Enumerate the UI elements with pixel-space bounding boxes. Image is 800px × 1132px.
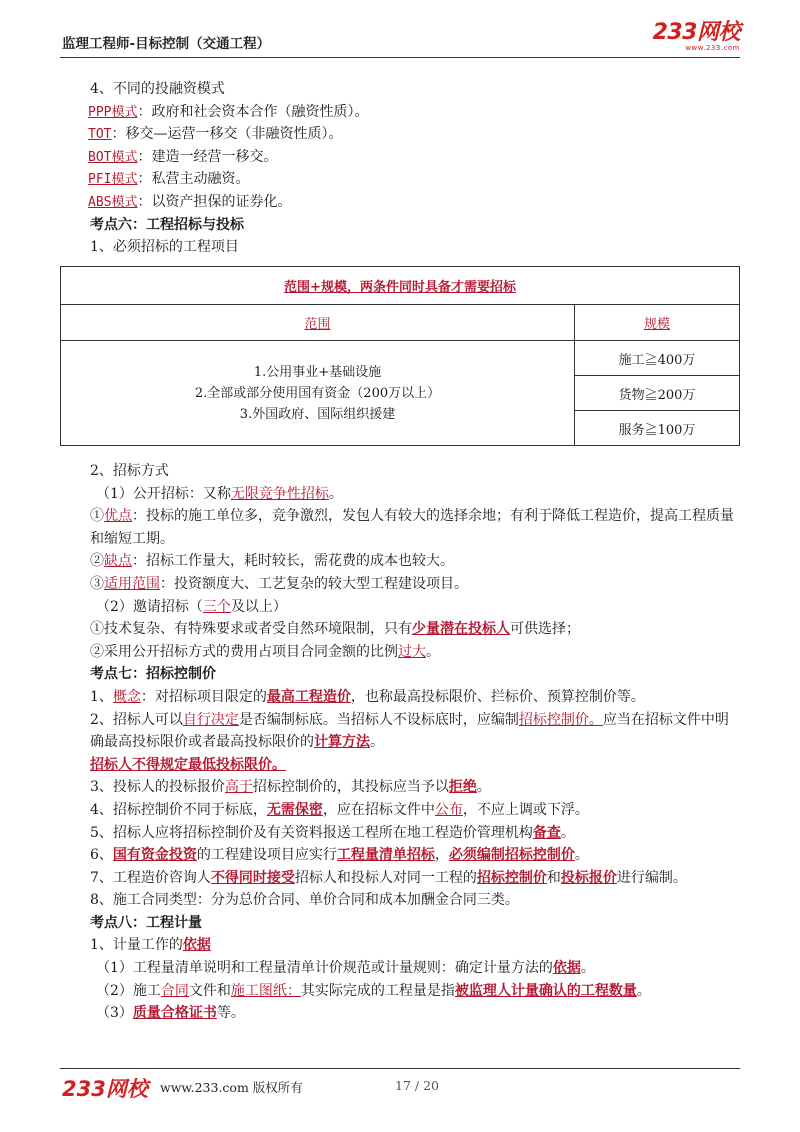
scope-line — [90, 573, 740, 596]
bot-term: BOT模式 — [88, 149, 138, 165]
invite-cond-2 — [90, 641, 740, 664]
l7-d: 招标控制价 — [476, 869, 547, 886]
doc-title: 监理工程师-目标控制（交通工程） — [62, 36, 271, 52]
s1-b: 依据 — [182, 937, 211, 954]
p1-a: （1）工程量清单说明和工程量清单计价规范或计量规则：确定计量方法的 — [96, 960, 553, 977]
l1-c: ：对招标项目限定的 — [140, 688, 267, 705]
ppp-text: ：政府和社会资本合作（融资性质）。 — [137, 103, 369, 120]
l3-c: 招标控制价的，其投标应当予以 — [252, 779, 449, 796]
l7-f: 投标报价 — [560, 869, 617, 886]
l4-d: 公布 — [434, 801, 463, 818]
col-scale-text: 规模 — [643, 317, 670, 332]
p2-a: （2）施工 — [96, 982, 161, 999]
ppp-line — [88, 101, 740, 124]
tot-term: TOT — [88, 127, 112, 143]
l5-a: 5、招标人应将招标控制价及有关资料报送工程所在地工程造价管理机构 — [90, 824, 533, 841]
s1-a: 1、计量工作的 — [90, 937, 183, 954]
scope-a: ③ — [90, 575, 104, 592]
l2-f: 计算方法 — [314, 734, 370, 751]
l6-b: 国有资金投资 — [112, 847, 197, 864]
scope-c: ：投资额度大、工艺复杂的较大型工程建设项目。 — [160, 575, 468, 592]
dis-c: ：招标工作量大，耗时较长，需花费的成本也较大。 — [132, 553, 454, 570]
l6-g: 。 — [574, 847, 589, 864]
pfi-text: ：私营主动融资。 — [137, 171, 250, 188]
col-scope-text: 范围 — [304, 317, 331, 332]
p2-g: 。 — [636, 982, 651, 999]
l2-c: 是否编制标底。当招标人不设标底时，应编制 — [238, 711, 519, 728]
l1-e: ，也称最高投标限价、拦标价、预算控制价等。 — [350, 688, 645, 705]
kd7-l2b — [90, 754, 740, 777]
kd7-l6 — [90, 844, 740, 867]
dis-b: 缺点 — [104, 553, 132, 570]
scope-cell — [61, 341, 575, 446]
l6-f: 必须编制招标控制价 — [448, 847, 575, 864]
table-header — [61, 267, 740, 305]
p3-b: 质量合格证书 — [132, 1005, 217, 1022]
abs-term: ABS模式 — [88, 194, 138, 210]
table-header-text: 范围+规模，两条件同时具备才需要招标 — [284, 280, 516, 295]
page-body-2 — [90, 460, 740, 1025]
l2-e: 应当在招标文件中明确最高投标限价或者最高投标限价的 — [90, 711, 729, 751]
inv-a: （2）邀请招标（ — [96, 598, 203, 615]
disadvantage-line — [90, 550, 740, 573]
l1-d: 最高工程造价 — [266, 688, 351, 705]
l4-a: 4、招标控制价不同于标底， — [90, 801, 267, 818]
l4-c: ，应在招标文件中 — [322, 801, 435, 818]
l6-a: 6、 — [90, 847, 113, 864]
l7-e: 和 — [546, 869, 561, 886]
adv-c: ：投标的施工单位多，竞争激烈，发包人有较大的选择余地；有利于降低工程造价，提高工程质量和缩短工期。 — [90, 508, 734, 547]
l4-b: 无需保密 — [266, 801, 323, 818]
kd8-p3 — [96, 1002, 740, 1025]
kd7-l7 — [90, 867, 740, 890]
l1-a: 1、 — [90, 688, 113, 705]
l6-e: ， — [434, 847, 449, 864]
p2-b: 合同 — [160, 982, 189, 999]
kd7-l1 — [90, 686, 740, 709]
dis-a: ② — [90, 553, 104, 570]
page-number: 17 / 20 — [395, 1078, 439, 1093]
kd7-l5 — [90, 822, 740, 845]
inv2-b: 过大 — [398, 643, 426, 660]
l2-b: 自行决定 — [182, 711, 239, 728]
scope-item: 1.公用事业+基础设施 — [253, 364, 382, 380]
inv1-a: ①技术复杂、有特殊要求或者受自然环境限制，只有 — [90, 621, 412, 638]
page-body — [90, 78, 740, 259]
l5-b: 备查 — [532, 824, 561, 841]
col-scale-header — [575, 305, 740, 341]
kd8-p2 — [96, 980, 740, 1003]
col-scope-header — [61, 305, 575, 341]
adv-a: ① — [90, 508, 104, 525]
abs-line — [88, 191, 740, 214]
scope-b: 适用范围 — [104, 575, 160, 592]
l7-a: 7、工程造价咨询人 — [90, 869, 211, 886]
l3-a: 3、投标人的投标报价 — [90, 779, 225, 796]
p3-c: 等。 — [216, 1005, 245, 1022]
open-b: 无限竞争性招标 — [230, 485, 329, 502]
kd7-l3 — [90, 776, 740, 799]
inv-c: 及以上） — [230, 598, 287, 615]
s2-heading: 2、招标方式 — [90, 463, 169, 479]
sec4-heading: 4、不同的投融资模式 — [90, 81, 225, 97]
scale-item: 施工≧400万 — [575, 341, 740, 376]
l7-g: 进行编制。 — [616, 869, 687, 886]
bot-line — [88, 146, 740, 169]
pfi-line — [88, 168, 740, 191]
inv1-b: 少量潜在投标人 — [412, 621, 510, 638]
l5-c: 。 — [560, 824, 575, 841]
page-footer — [60, 1068, 740, 1101]
scale-item: 服务≧100万 — [575, 411, 740, 446]
open-c: 。 — [328, 485, 343, 502]
adv-b: 优点 — [104, 508, 132, 525]
l7-b: 不得同时接受 — [210, 869, 295, 886]
kd7-l8: 8、施工合同类型：分为总价合同、单价合同和成本加酬金合同三类。 — [90, 892, 519, 909]
p3-a: （3） — [96, 1005, 133, 1022]
p2-c: 文件和 — [188, 982, 231, 999]
kd8-p1 — [96, 957, 740, 980]
open-a: （1）公开招标：又称 — [96, 485, 231, 502]
l7-c: 招标人和投标人对同一工程的 — [294, 869, 477, 886]
p2-e: 其实际完成的工程量是指 — [300, 982, 455, 999]
kd6-heading: 考点六：工程招标与投标 — [90, 216, 244, 233]
kd8-s1 — [90, 934, 740, 957]
l3-e: 。 — [476, 779, 491, 796]
inv1-c: 可供选择； — [510, 621, 580, 638]
tot-line — [88, 123, 740, 146]
l6-d: 工程量清单招标 — [336, 847, 435, 864]
pfi-term: PFI模式 — [88, 172, 138, 188]
open-bid-line — [96, 483, 740, 506]
l3-b: 高于 — [224, 779, 253, 796]
p1-c: 。 — [580, 960, 595, 977]
p2-f: 被监理人计量确认的工程数量 — [454, 982, 637, 999]
ppp-term: PPP模式 — [88, 104, 138, 120]
brand-logo[interactable] — [653, 22, 740, 52]
p1-b: 依据 — [552, 960, 581, 977]
kd7-l2 — [90, 709, 742, 754]
invite-cond-1 — [90, 618, 740, 641]
l4-e: ，不应上调或下浮。 — [462, 801, 589, 818]
abs-text: ：以资产担保的证券化。 — [137, 193, 292, 210]
p2-d: 施工图纸： — [230, 982, 301, 999]
inv2-c: 。 — [426, 643, 440, 660]
kd7-heading: 考点七：招标控制价 — [90, 666, 216, 683]
l2-a: 2、招标人可以 — [90, 711, 183, 728]
invite-bid-line — [96, 596, 740, 619]
kd7-l4 — [90, 799, 740, 822]
footer-logo[interactable]: 233网校 — [62, 1077, 148, 1101]
bot-text: ：建造一经营一移交。 — [137, 148, 278, 165]
inv2-a: ②采用公开招标方式的费用占项目合同金额的比例 — [90, 643, 398, 660]
l6-c: 的工程建设项目应实行 — [196, 847, 337, 864]
l2-g: 。 — [370, 734, 384, 751]
l1-b: 概念 — [112, 688, 141, 705]
tot-text: ：移交—运营一移交（非融资性质）。 — [111, 126, 343, 143]
scope-item: 3.外国政府、国际组织援建 — [239, 406, 396, 422]
logo-url: www.233.com — [685, 44, 740, 52]
scope-item: 2.全部或部分使用国有资金（200万以上） — [194, 385, 441, 401]
kd6-sub1: 1、必须招标的工程项目 — [90, 239, 239, 256]
l2b-text: 招标人不得规定最低投标限价。 — [90, 756, 286, 773]
inv-b: 三个 — [202, 598, 231, 615]
l2-d: 招标控制价。 — [518, 711, 603, 728]
advantage-para — [90, 505, 742, 550]
footer-copyright: www.233.com 版权所有 — [160, 1080, 303, 1095]
bidding-scope-table — [60, 266, 740, 446]
page-header — [60, 20, 740, 58]
logo-text: 233网校 — [652, 20, 740, 45]
kd8-heading: 考点八：工程计量 — [90, 914, 202, 931]
scale-item: 货物≧200万 — [575, 376, 740, 411]
l3-d: 拒绝 — [448, 779, 477, 796]
